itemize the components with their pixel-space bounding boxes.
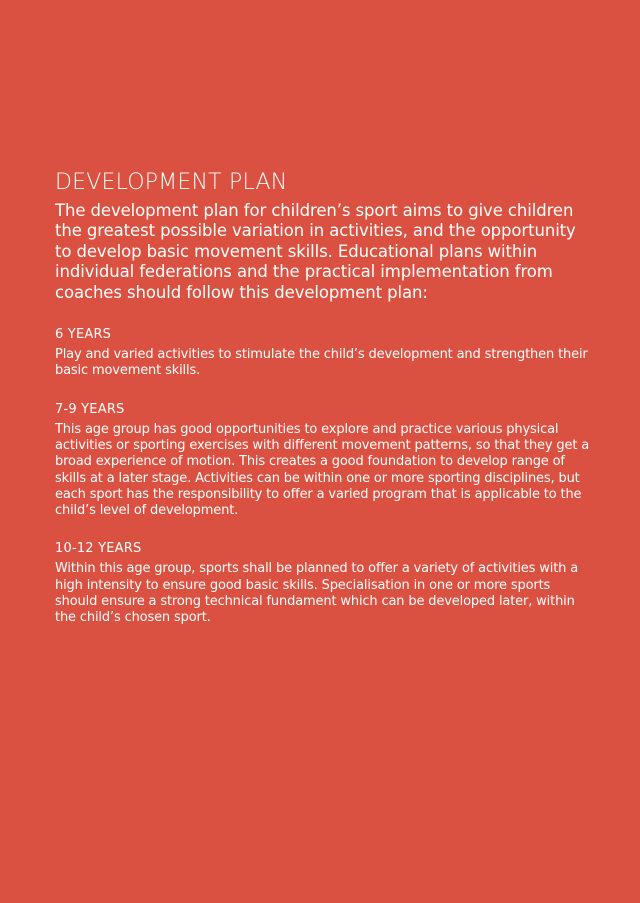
section-7-9-years [55, 402, 590, 520]
section-10-12-years [55, 541, 590, 626]
section-6-years [55, 327, 590, 380]
document-page [55, 169, 590, 627]
section-heading: 10-12 YEARS [55, 541, 142, 557]
intro-paragraph: The development plan for children’s sport aims to give children the greatest possible variation in activities, and the opportunity to develop basic movement skills. Educational plans within individual federations and the practical implementation from coaches should follow this development plan: [55, 201, 576, 302]
page-title: DEVELOPMENT PLAN [55, 170, 288, 195]
section-heading: 6 YEARS [55, 327, 112, 343]
section-body: Play and varied activities to stimulate the child’s development and strengthen their basic movement skills. [55, 347, 588, 379]
section-heading: 7-9 YEARS [55, 401, 125, 417]
section-body: This age group has good opportunities to explore and practice various physical activities or sporting exercises with different movement patterns, so that they get a broad experience of motion. This creates a good foundation to develop range of skills at a later stage. Activities can be within one or more sporting disciplines, but each sport has the responsibility to offer a varied program that is applicable to the child’s level of development. [55, 421, 590, 519]
section-body: Within this age group, sports shall be planned to offer a variety of activities with a high intensity to ensure good basic skills. Specialisation in one or more sports should ensure a strong technical fundament which can be developed later, within the child’s chosen sport. [55, 561, 579, 626]
